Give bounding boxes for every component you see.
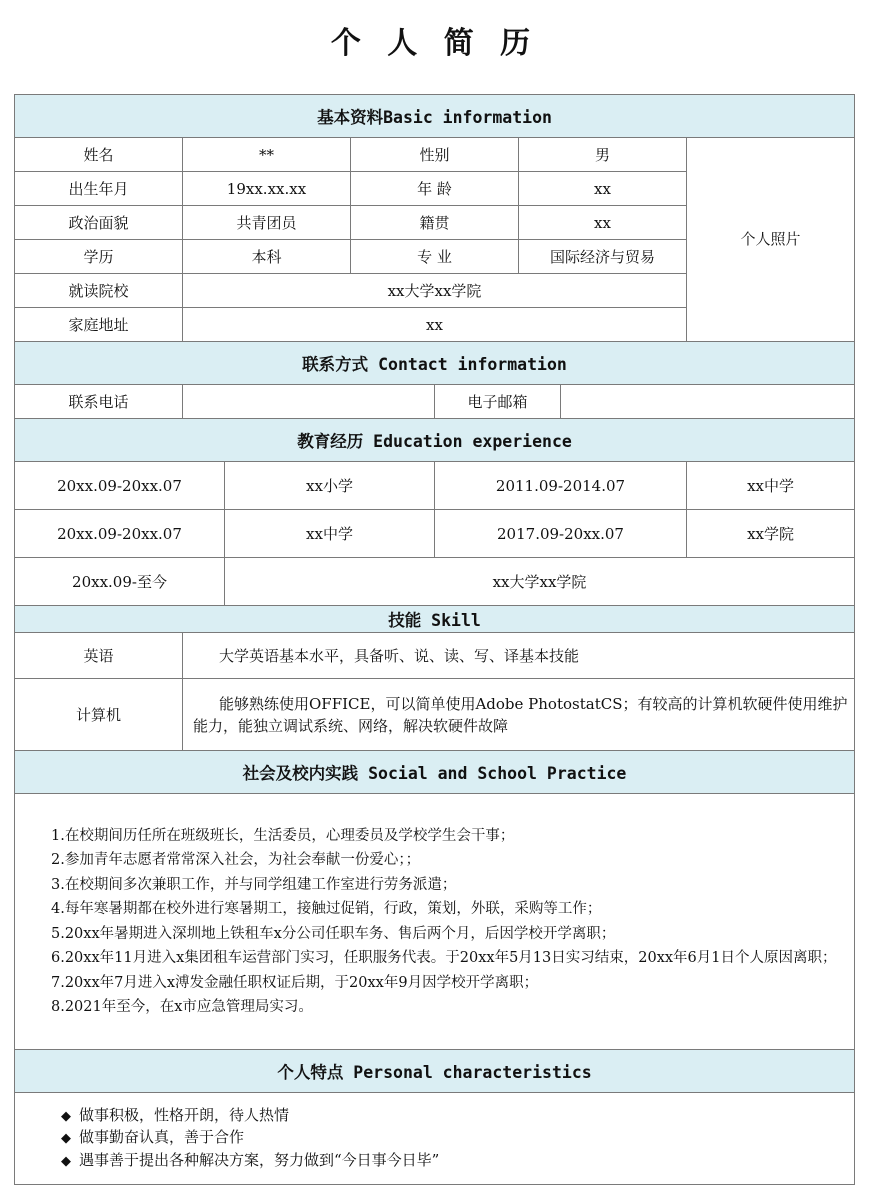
basic-info-header: 基本资料Basic information — [15, 95, 855, 138]
name-value: ** — [183, 138, 351, 172]
edu-period: 20xx.09-至今 — [15, 558, 225, 606]
politics-label: 政治面貌 — [15, 206, 183, 240]
list-item — [61, 1150, 844, 1173]
native-label: 籍贯 — [351, 206, 519, 240]
age-value: xx — [519, 172, 687, 206]
diamond-bullet-icon: ◆ — [61, 1153, 71, 1169]
email-value — [561, 385, 855, 419]
characteristics-header: 个人特点 Personal characteristics — [15, 1050, 855, 1093]
list-item — [61, 1127, 844, 1150]
major-value: 国际经济与贸易 — [519, 240, 687, 274]
edu-school: xx小学 — [225, 462, 435, 510]
edu-label: 学历 — [15, 240, 183, 274]
birth-value: 19xx.xx.xx — [183, 172, 351, 206]
edu-value: 本科 — [183, 240, 351, 274]
diamond-bullet-icon: ◆ — [61, 1108, 71, 1124]
practice-item: 4.每年寒暑期都在校外进行寒暑期工，接触过促销，行政，策划，外联，采购等工作； — [51, 901, 602, 917]
phone-label: 联系电话 — [15, 385, 183, 419]
list-item — [61, 1105, 844, 1128]
email-label: 电子邮箱 — [435, 385, 561, 419]
practice-item: 5.20xx年暑期进入深圳地上铁租车x分公司任职车务、售后两个月，后因学校开学离职； — [51, 925, 616, 942]
major-label: 专 业 — [351, 240, 519, 274]
diamond-bullet-icon: ◆ — [61, 1131, 71, 1147]
skill-header: 技能 Skill — [15, 606, 855, 633]
computer-label: 计算机 — [15, 679, 183, 751]
birth-label: 出生年月 — [15, 172, 183, 206]
gender-value: 男 — [519, 138, 687, 172]
computer-text: 能够熟练使用OFFICE，可以简单使用Adobe PhotostatCS；有较高的计算机软硬件使用维护能力，能独立调试系统、网络，解决软硬件故障 — [183, 679, 855, 751]
edu-school: xx中学 — [225, 510, 435, 558]
english-label: 英语 — [15, 633, 183, 679]
practice-item: 3.在校期间多次兼职工作，并与同学组建工作室进行劳务派遣； — [51, 876, 457, 893]
gender-label: 性别 — [351, 138, 519, 172]
characteristic-text: 做事积极，性格开朗，待人热情 — [79, 1105, 290, 1124]
resume-table — [14, 94, 855, 1185]
practice-item: 7.20xx年7月进入x溥发金融任职权证后期，于20xx年9月因学校开学离职； — [51, 974, 539, 991]
phone-value — [183, 385, 435, 419]
characteristic-text: 做事勤奋认真，善于合作 — [79, 1128, 245, 1147]
education-header: 教育经历 Education experience — [15, 419, 855, 462]
english-text: 大学英语基本水平，具备听、说、读、写、译基本技能 — [183, 633, 855, 679]
practice-header: 社会及校内实践 Social and School Practice — [15, 751, 855, 794]
address-label: 家庭地址 — [15, 308, 183, 342]
characteristic-text: 遇事善于提出各种解决方案，努力做到“今日事今日毕” — [79, 1150, 440, 1169]
photo-cell: 个人照片 — [687, 138, 855, 342]
practice-item: 8.2021年至今，在x市应急管理局实习。 — [51, 999, 313, 1015]
edu-period: 20xx.09-20xx.07 — [15, 510, 225, 558]
edu-period: 2017.09-20xx.07 — [435, 510, 687, 558]
address-value: xx — [183, 308, 687, 342]
name-label: 姓名 — [15, 138, 183, 172]
practice-item: 1.在校期间历任所在班级班长，生活委员，心理委员及学校学生会干事； — [51, 827, 515, 844]
practice-item: 2.参加青年志愿者常常深入社会，为社会奉献一份爱心；； — [51, 852, 421, 868]
edu-school: xx学院 — [687, 510, 855, 558]
edu-school: xx大学xx学院 — [225, 558, 855, 606]
characteristics-list — [15, 1093, 855, 1185]
page-title: 个 人 简 历 — [330, 26, 539, 61]
edu-period: 20xx.09-20xx.07 — [15, 462, 225, 510]
politics-value: 共青团员 — [183, 206, 351, 240]
age-label: 年 龄 — [351, 172, 519, 206]
edu-period: 2011.09-2014.07 — [435, 462, 687, 510]
school-value: xx大学xx学院 — [183, 274, 687, 308]
school-label: 就读院校 — [15, 274, 183, 308]
native-value: xx — [519, 206, 687, 240]
edu-school: xx中学 — [687, 462, 855, 510]
practice-list — [15, 794, 855, 1050]
practice-item: 6.20xx年11月进入x集团租车运营部门实习，任职服务代表。于20xx年5月13日实习结束，20xx年6月1日个人原因离职； — [51, 950, 837, 966]
contact-header: 联系方式 Contact information — [15, 342, 855, 385]
